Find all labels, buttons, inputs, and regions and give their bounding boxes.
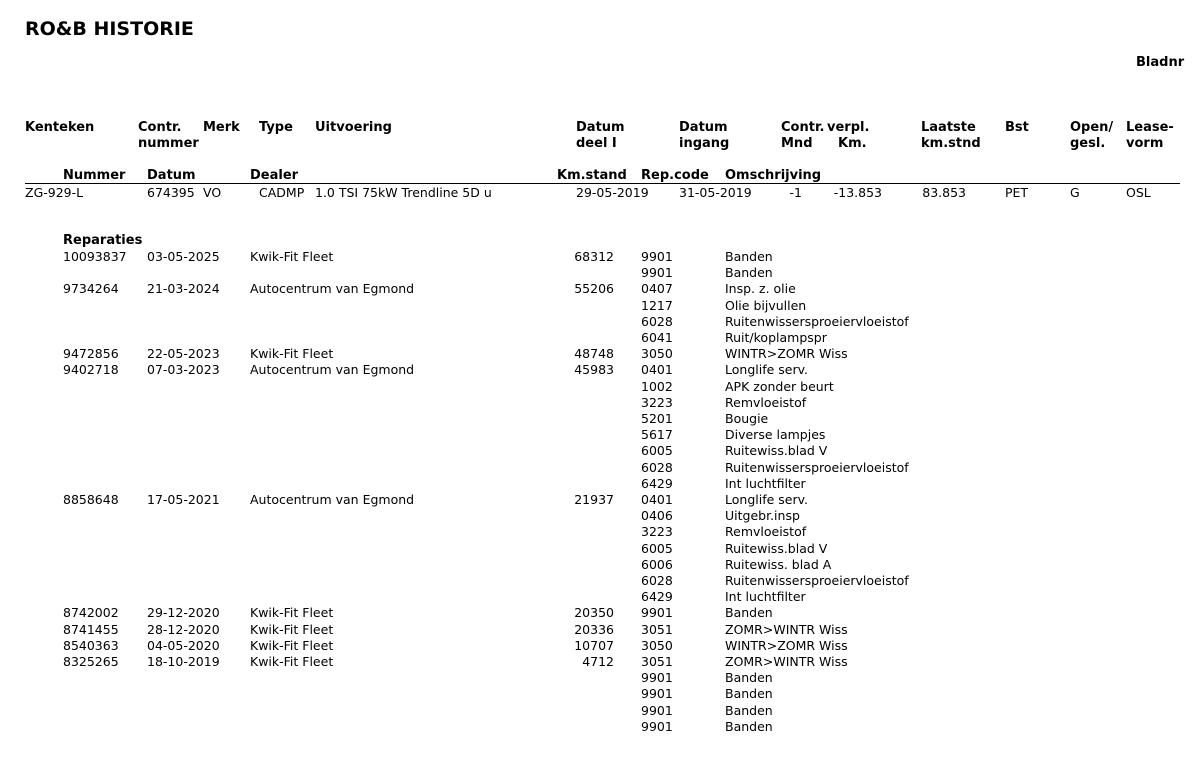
repair-line-desc: Ruit/koplampspr [725,330,827,345]
repair-km: 45983 [574,362,614,378]
vehicle-verpl-km: -13.853 [833,185,882,200]
repair-line-desc: Insp. z. olie [725,281,796,297]
repair-line-desc: Remvloeistof [725,524,807,540]
repair-line-desc: Banden [725,702,773,718]
repair-line-code: 0401 [641,362,673,378]
repair-line-code: 6028 [641,573,673,588]
repair-line-code: 0406 [641,508,673,524]
subheader-omschrijving: Omschrijving [725,168,822,183]
repair-line-desc: Uitgebr.insp [725,508,800,524]
repair-line-code: 3051 [641,621,673,637]
header-merk: Merk [203,120,240,135]
repair-line-desc: Longlife serv. [725,362,809,378]
repair-dealer: Kwik-Fit Fleet [250,621,334,637]
repair-line-desc: Ruitewiss. blad A [725,556,832,572]
vehicle-laatste-km: 83.853 [922,185,966,200]
repair-line-code: 6006 [641,556,673,572]
repair-line-desc: Bougie [725,411,769,426]
header-kmstnd: km.stnd [921,136,981,151]
header-km: Km. [838,136,867,151]
vehicle-kenteken: ZG-929-L [25,185,84,200]
subheader-repcode: Rep.code [641,168,709,183]
repair-line-code: 6005 [641,540,673,556]
repair-km: 55206 [574,281,614,297]
repair-datum: 17-05-2021 [147,492,220,507]
repair-line-desc: WINTR>ZOMR Wiss [725,637,848,653]
repair-nummer: 9402718 [63,362,119,378]
repair-line-code: 9901 [641,702,673,718]
repair-line-code: 3050 [641,346,673,362]
repair-line-desc: Ruitewiss.blad V [725,443,828,459]
repair-nummer: 8325265 [63,654,119,669]
repair-line-code: 6429 [641,475,673,491]
repair-line-code: 9901 [641,670,673,686]
subheader-datum: Datum [147,168,196,183]
repair-line-desc: Int luchtfilter [725,589,806,605]
header-open: Open/ [1070,120,1114,135]
repair-nummer: 9472856 [63,346,119,362]
vehicle-mnd: -1 [789,185,802,200]
repair-line-code: 3050 [641,637,673,653]
repair-line-desc: ZOMR>WINTR Wiss [725,654,848,669]
page-title: RO&B HISTORIE [25,18,194,40]
subheader-kmstand: Km.stand [557,168,627,183]
header-gesl: gesl. [1070,136,1106,151]
repair-dealer: Autocentrum van Egmond [250,362,415,378]
header-ingang: ingang [679,136,730,151]
vehicle-datum-ingang: 31-05-2019 [679,185,752,200]
repair-line-code: 3051 [641,654,673,669]
repair-line-desc: APK zonder beurt [725,378,834,394]
repair-km: 4712 [582,654,614,669]
repair-line-code: 9901 [641,686,673,702]
repair-line-code: 6028 [641,459,673,475]
repair-line-code: 9901 [641,249,673,264]
repair-line-desc: Banden [725,670,773,686]
repair-line-code: 6429 [641,589,673,605]
header-nummer: nummer [138,136,199,151]
vehicle-merk: VO [203,185,222,200]
header-bst: Bst [1005,120,1029,135]
header-deel: deel I [576,136,617,151]
repair-line-desc: Ruitenwissersproeiervloeistof [725,459,909,475]
repair-line-desc: WINTR>ZOMR Wiss [725,346,848,362]
repair-line-code: 5201 [641,411,673,426]
header-kenteken: Kenteken [25,120,95,135]
repair-km: 20336 [574,621,614,637]
repair-line-code: 9901 [641,718,673,734]
header-verpl: verpl. [827,120,870,135]
repair-line-code: 0401 [641,492,673,507]
header-contr-mnd: Contr. [781,120,825,135]
repair-dealer: Autocentrum van Egmond [250,281,415,297]
repair-line-code: 0407 [641,281,673,297]
repair-km: 20350 [574,605,614,621]
repair-line-code: 6005 [641,443,673,459]
bladnr-label: Bladnr [1136,55,1185,70]
reparaties-label: Reparaties [63,233,143,248]
repair-datum: 21-03-2024 [147,281,220,297]
repair-km: 10707 [574,637,614,653]
header-contr: Contr. [138,120,182,135]
repair-datum: 04-05-2020 [147,637,220,653]
header-laatste: Laatste [921,120,976,135]
repair-nummer: 10093837 [63,249,127,264]
repair-line-desc: Banden [725,265,773,281]
vehicle-bst: PET [1005,185,1029,200]
repair-datum: 18-10-2019 [147,654,220,669]
repair-dealer: Kwik-Fit Fleet [250,249,334,264]
repair-line-code: 5617 [641,427,673,443]
repair-line-code: 9901 [641,605,673,621]
header-uitvoering: Uitvoering [315,120,392,135]
repair-line-desc: Banden [725,686,773,702]
repair-dealer: Kwik-Fit Fleet [250,654,334,669]
repair-line-desc: Olie bijvullen [725,297,807,313]
vehicle-leasevorm: OSL [1126,185,1151,200]
header-type: Type [259,120,293,135]
repair-line-code: 9901 [641,265,673,281]
repair-dealer: Autocentrum van Egmond [250,492,415,507]
repair-line-desc: ZOMR>WINTR Wiss [725,621,848,637]
repair-line-desc: Remvloeistof [725,394,807,410]
subheader-dealer: Dealer [250,168,299,183]
repair-line-code: 6041 [641,330,673,345]
repair-line-desc: Banden [725,249,773,264]
vehicle-open-gesl: G [1070,185,1080,200]
repair-datum: 29-12-2020 [147,605,220,621]
vehicle-type: CADMP [259,185,305,200]
repair-dealer: Kwik-Fit Fleet [250,637,334,653]
repair-datum: 22-05-2023 [147,346,220,362]
header-vorm: vorm [1126,136,1164,151]
subheader-nummer: Nummer [63,168,126,183]
vehicle-contract: 674395 [147,185,195,200]
header-lease: Lease- [1126,120,1174,135]
header-datum-ingang: Datum [679,120,728,135]
repair-datum: 28-12-2020 [147,621,220,637]
repair-nummer: 9734264 [63,281,119,297]
vehicle-datum-deel1: 29-05-2019 [576,185,649,200]
repair-line-code: 1002 [641,378,673,394]
repair-line-code: 1217 [641,297,673,313]
repair-line-code: 3223 [641,394,673,410]
repair-nummer: 8540363 [63,637,119,653]
vehicle-uitvoering: 1.0 TSI 75kW Trendline 5D u [315,185,492,200]
header-mnd: Mnd [781,136,813,151]
repair-line-desc: Ruitenwissersproeiervloeistof [725,573,909,588]
repair-line-code: 6028 [641,313,673,329]
repair-nummer: 8858648 [63,492,119,507]
repair-line-desc: Ruitenwissersproeiervloeistof [725,313,909,329]
repair-km: 48748 [574,346,614,362]
repair-line-desc: Banden [725,718,773,734]
repair-dealer: Kwik-Fit Fleet [250,605,334,621]
repair-datum: 07-03-2023 [147,362,220,378]
repair-line-code: 3223 [641,524,673,540]
repair-line-desc: Ruitewiss.blad V [725,540,828,556]
repair-km: 68312 [574,249,614,264]
repair-line-desc: Longlife serv. [725,492,809,507]
repair-nummer: 8741455 [63,621,119,637]
repair-line-desc: Banden [725,605,773,621]
repair-datum: 03-05-2025 [147,249,220,264]
repair-km: 21937 [574,492,614,507]
header-divider [25,183,1180,184]
repair-nummer: 8742002 [63,605,119,621]
repair-line-desc: Int luchtfilter [725,475,806,491]
repair-line-desc: Diverse lampjes [725,427,826,443]
repair-dealer: Kwik-Fit Fleet [250,346,334,362]
header-datum-deel: Datum [576,120,625,135]
